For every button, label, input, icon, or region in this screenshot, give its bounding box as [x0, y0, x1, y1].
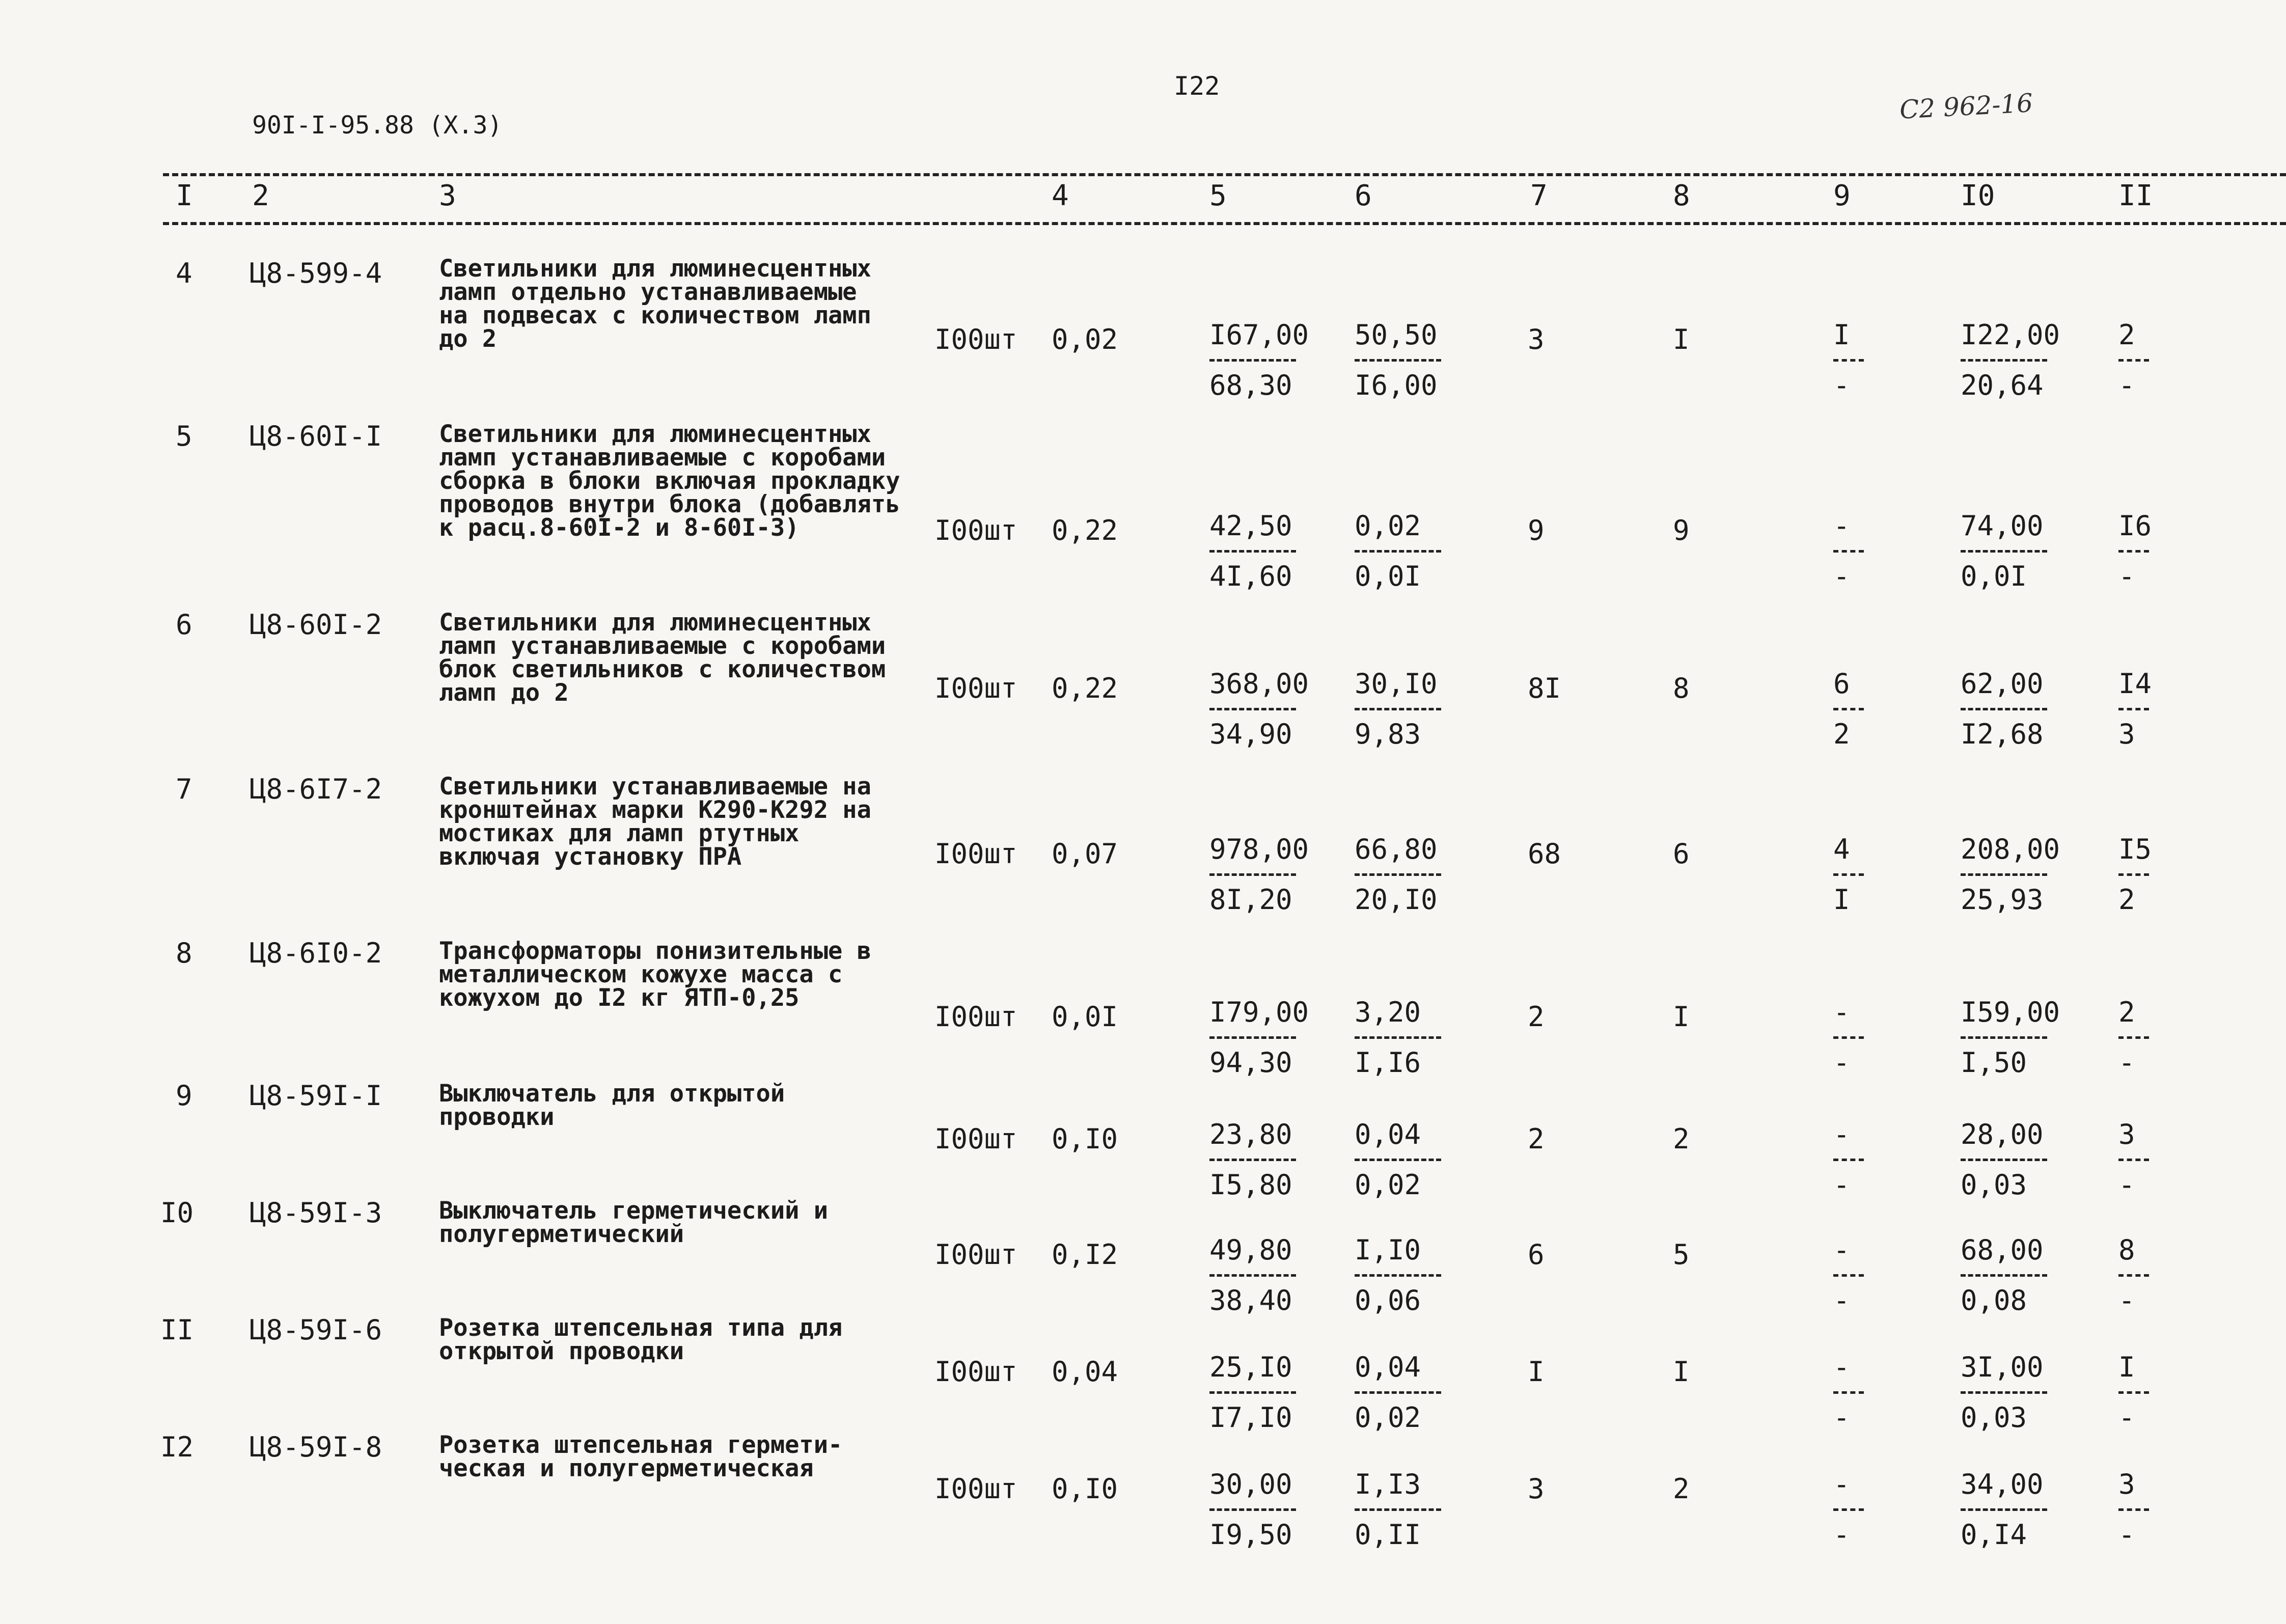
- unit-of-measure: I00шт: [934, 514, 1017, 546]
- col-9-value: [1833, 1228, 1869, 1323]
- unit-of-measure: I00шт: [934, 838, 1017, 870]
- machine-cost-denominator: I,I6: [1355, 1047, 1421, 1079]
- direct-cost-fraction-bar: [1209, 873, 1296, 876]
- rate-code: Ц8-599-4: [250, 257, 382, 289]
- machine-cost-fraction-bar: [1355, 1508, 1441, 1511]
- col-11-value-fraction-bar: [2118, 550, 2149, 553]
- col-11-value-denominator: 3: [2118, 718, 2135, 750]
- total-value: [1961, 504, 2052, 598]
- direct-cost-fraction-bar: [1209, 1274, 1296, 1277]
- col-11-value: [2118, 828, 2154, 922]
- row-number: 8: [176, 937, 192, 969]
- machine-cost-numerator: 30,I0: [1355, 668, 1438, 700]
- total-value-fraction-bar: [1961, 708, 2047, 710]
- rate-code: Ц8-6I7-2: [250, 773, 382, 805]
- archive-stamp: С2 962-16: [1898, 88, 2034, 125]
- machine-cost-fraction-bar: [1355, 708, 1441, 710]
- machine-cost-numerator: 0,04: [1355, 1118, 1421, 1150]
- machine-cost-fraction-bar: [1355, 1159, 1441, 1161]
- total-value-numerator: I22,00: [1961, 319, 2060, 351]
- quantity: 0,I0: [1052, 1473, 1118, 1505]
- rate-code: Ц8-59I-8: [250, 1431, 382, 1463]
- total-value-fraction-bar: [1961, 550, 2047, 553]
- col-8-value: I: [1673, 1001, 1690, 1033]
- machine-cost-numerator: 0,04: [1355, 1351, 1421, 1383]
- direct-cost-denominator: 34,90: [1209, 718, 1292, 750]
- col-7-value: 3: [1528, 1473, 1545, 1505]
- direct-cost-denominator: I7,I0: [1209, 1401, 1292, 1434]
- col-11-value-numerator: I6: [2118, 510, 2152, 542]
- direct-cost: [1209, 504, 1301, 598]
- machine-cost: [1355, 1345, 1446, 1440]
- direct-cost-numerator: 23,80: [1209, 1118, 1292, 1150]
- col-11-value: [2118, 1228, 2154, 1323]
- row-number: 4: [176, 257, 192, 289]
- machine-cost-fraction-bar: [1355, 550, 1441, 553]
- quantity: 0,07: [1052, 838, 1118, 870]
- column-number: 7: [1530, 179, 1548, 212]
- col-9-value-fraction-bar: [1833, 1508, 1864, 1511]
- machine-cost: [1355, 1463, 1446, 1557]
- total-value: [1961, 1463, 2052, 1557]
- col-9-value-numerator: 6: [1833, 668, 1850, 700]
- quantity: 0,0I: [1052, 1001, 1118, 1033]
- total-value: [1961, 1228, 2052, 1323]
- row-number: 9: [176, 1080, 192, 1112]
- col-11-value-fraction-bar: [2118, 359, 2149, 362]
- total-value-denominator: I2,68: [1961, 718, 2044, 750]
- work-description: Светильники для люминесцентных ламп устанавливаемые с коробами сборка в блоки включая прокладку проводов внутри блока (добавлять к расц.8-60I-2 и 8-60I-3): [439, 420, 900, 542]
- col-11-value: [2118, 313, 2154, 407]
- col-11-value: [2118, 1463, 2154, 1557]
- rate-code: Ц8-59I-3: [250, 1197, 382, 1229]
- column-number: 3: [439, 179, 456, 212]
- col-9-value-numerator: 4: [1833, 833, 1850, 865]
- column-number: 4: [1052, 179, 1069, 212]
- total-value: [1961, 1345, 2052, 1440]
- machine-cost-fraction-bar: [1355, 359, 1441, 362]
- work-description: Выключатель герметический и полугерметический: [439, 1197, 829, 1248]
- direct-cost: [1209, 1228, 1301, 1323]
- total-value-fraction-bar: [1961, 873, 2047, 876]
- total-value-denominator: 20,64: [1961, 369, 2044, 401]
- total-value-numerator: 62,00: [1961, 668, 2044, 700]
- col-11-value-denominator: -: [2118, 1519, 2135, 1551]
- col-7-value: 9: [1528, 514, 1545, 546]
- unit-of-measure: I00шт: [934, 1473, 1017, 1505]
- quantity: 0,22: [1052, 514, 1118, 546]
- col-9-value: [1833, 1113, 1869, 1207]
- direct-cost: [1209, 1463, 1301, 1557]
- direct-cost-fraction-bar: [1209, 1391, 1296, 1394]
- col-11-value-denominator: -: [2118, 560, 2135, 592]
- col-9-value: [1833, 313, 1869, 407]
- machine-cost-numerator: 50,50: [1355, 319, 1438, 351]
- machine-cost: [1355, 504, 1446, 598]
- col-9-value: [1833, 662, 1869, 756]
- col-11-value-fraction-bar: [2118, 873, 2149, 876]
- total-value-numerator: 74,00: [1961, 510, 2044, 542]
- machine-cost: [1355, 990, 1446, 1085]
- col-11-value-numerator: 2: [2118, 319, 2135, 351]
- machine-cost-denominator: 0,02: [1355, 1401, 1421, 1434]
- machine-cost-denominator: I6,00: [1355, 369, 1438, 401]
- direct-cost-fraction-bar: [1209, 1159, 1296, 1161]
- col-11-value-fraction-bar: [2118, 1159, 2149, 1161]
- col-11-value: [2118, 504, 2154, 598]
- total-value: [1961, 990, 2060, 1085]
- direct-cost-denominator: 94,30: [1209, 1047, 1292, 1079]
- direct-cost-fraction-bar: [1209, 1508, 1296, 1511]
- total-value-numerator: 3I,00: [1961, 1351, 2044, 1383]
- col-8-value: 9: [1673, 514, 1690, 546]
- total-value: [1961, 662, 2052, 756]
- unit-of-measure: I00шт: [934, 1356, 1017, 1388]
- row-number: 5: [176, 420, 192, 452]
- direct-cost-numerator: 25,I0: [1209, 1351, 1292, 1383]
- col-11-value-denominator: -: [2118, 1401, 2135, 1434]
- col-7-value: 2: [1528, 1001, 1545, 1033]
- col-9-value-fraction-bar: [1833, 1036, 1864, 1039]
- total-value: [1961, 313, 2060, 407]
- machine-cost: [1355, 1113, 1446, 1207]
- col-11-value-numerator: I5: [2118, 833, 2152, 865]
- column-number: 2: [252, 179, 269, 212]
- unit-of-measure: I00шт: [934, 1001, 1017, 1033]
- row-number: I0: [160, 1197, 194, 1229]
- col-11-value-numerator: 8: [2118, 1234, 2135, 1266]
- column-number: 9: [1833, 179, 1851, 212]
- rate-code: Ц8-6I0-2: [250, 937, 382, 969]
- direct-cost: [1209, 1345, 1301, 1440]
- row-number: 6: [176, 609, 192, 641]
- col-9-value-fraction-bar: [1833, 1391, 1864, 1394]
- col-7-value: 3: [1528, 323, 1545, 355]
- col-11-value-numerator: 3: [2118, 1468, 2135, 1500]
- col-11-value-numerator: I: [2118, 1351, 2135, 1383]
- direct-cost: [1209, 1113, 1301, 1207]
- col-9-value: [1833, 990, 1869, 1085]
- direct-cost-denominator: 4I,60: [1209, 560, 1292, 592]
- work-description: Выключатель для открытой проводки: [439, 1080, 785, 1131]
- rate-code: Ц8-60I-I: [250, 420, 382, 452]
- unit-of-measure: I00шт: [934, 1238, 1017, 1271]
- col-9-value-fraction-bar: [1833, 359, 1864, 362]
- unit-of-measure: I00шт: [934, 672, 1017, 704]
- total-value-numerator: 68,00: [1961, 1234, 2044, 1266]
- work-description: Светильники для люминесцентных ламп устанавливаемые с коробами блок светильников с количеством ламп до 2: [439, 609, 886, 707]
- col-11-value-numerator: I4: [2118, 668, 2152, 700]
- direct-cost: [1209, 828, 1309, 922]
- direct-cost-fraction-bar: [1209, 708, 1296, 710]
- machine-cost: [1355, 828, 1446, 922]
- header-rule-bottom: [163, 222, 2286, 225]
- work-description: Трансформаторы понизительные в металлическом кожухе масса с кожухом до I2 кг ЯТП-0,25: [439, 937, 871, 1012]
- rate-code: Ц8-59I-6: [250, 1314, 382, 1346]
- col-9-value-denominator: I: [1833, 884, 1850, 916]
- col-11-value-fraction-bar: [2118, 1036, 2149, 1039]
- total-value-fraction-bar: [1961, 359, 2047, 362]
- col-8-value: 5: [1673, 1238, 1690, 1271]
- quantity: 0,I0: [1052, 1123, 1118, 1155]
- direct-cost: [1209, 662, 1309, 756]
- col-11-value: [2118, 662, 2154, 756]
- col-9-value: [1833, 1463, 1869, 1557]
- machine-cost: [1355, 1228, 1446, 1323]
- col-7-value: 68: [1528, 838, 1561, 870]
- machine-cost-numerator: I,I0: [1355, 1234, 1421, 1266]
- quantity: 0,04: [1052, 1356, 1118, 1388]
- total-value-fraction-bar: [1961, 1508, 2047, 1511]
- header-rule-top: [163, 173, 2286, 176]
- machine-cost-denominator: 0,02: [1355, 1169, 1421, 1201]
- total-value-fraction-bar: [1961, 1036, 2047, 1039]
- row-number: 7: [176, 773, 192, 805]
- machine-cost-denominator: 0,II: [1355, 1519, 1421, 1551]
- machine-cost-fraction-bar: [1355, 1274, 1441, 1277]
- col-9-value-numerator: -: [1833, 1118, 1850, 1150]
- col-9-value-denominator: -: [1833, 1401, 1850, 1434]
- total-value-denominator: 25,93: [1961, 884, 2044, 916]
- direct-cost: [1209, 313, 1309, 407]
- machine-cost: [1355, 662, 1446, 756]
- rate-code: Ц8-60I-2: [250, 609, 382, 641]
- column-number: I: [176, 179, 193, 212]
- direct-cost-fraction-bar: [1209, 359, 1296, 362]
- machine-cost-denominator: 0,0I: [1355, 560, 1421, 592]
- col-9-value-numerator: -: [1833, 1351, 1850, 1383]
- total-value-fraction-bar: [1961, 1159, 2047, 1161]
- machine-cost-numerator: 66,80: [1355, 833, 1438, 865]
- col-9-value-numerator: -: [1833, 510, 1850, 542]
- total-value-fraction-bar: [1961, 1274, 2047, 1277]
- col-11-value-numerator: 3: [2118, 1118, 2135, 1150]
- col-11-value-denominator: -: [2118, 1047, 2135, 1079]
- col-8-value: 2: [1673, 1473, 1690, 1505]
- col-9-value-denominator: -: [1833, 1284, 1850, 1316]
- direct-cost-denominator: 68,30: [1209, 369, 1292, 401]
- col-11-value: [2118, 990, 2154, 1085]
- direct-cost-numerator: I67,00: [1209, 319, 1309, 351]
- machine-cost-denominator: 9,83: [1355, 718, 1421, 750]
- col-9-value-fraction-bar: [1833, 873, 1864, 876]
- row-number: I2: [160, 1431, 194, 1463]
- direct-cost: [1209, 990, 1309, 1085]
- col-9-value-numerator: I: [1833, 319, 1850, 351]
- col-9-value-fraction-bar: [1833, 1274, 1864, 1277]
- col-9-value-denominator: -: [1833, 1047, 1850, 1079]
- direct-cost-numerator: 42,50: [1209, 510, 1292, 542]
- direct-cost-denominator: I9,50: [1209, 1519, 1292, 1551]
- col-11-value-denominator: -: [2118, 369, 2135, 401]
- total-value-numerator: 34,00: [1961, 1468, 2044, 1500]
- col-8-value: I: [1673, 1356, 1690, 1388]
- row-number: II: [160, 1314, 194, 1346]
- col-7-value: I: [1528, 1356, 1545, 1388]
- column-number: I0: [1961, 179, 1995, 212]
- machine-cost: [1355, 313, 1446, 407]
- col-11-value-fraction-bar: [2118, 1274, 2149, 1277]
- work-description: Розетка штепсельная типа для открытой проводки: [439, 1314, 843, 1365]
- direct-cost-denominator: 38,40: [1209, 1284, 1292, 1316]
- rate-code: Ц8-59I-I: [250, 1080, 382, 1112]
- direct-cost-fraction-bar: [1209, 1036, 1296, 1039]
- col-11-value-fraction-bar: [2118, 1391, 2149, 1394]
- quantity: 0,22: [1052, 672, 1118, 704]
- direct-cost-numerator: 368,00: [1209, 668, 1309, 700]
- column-number: 6: [1355, 179, 1372, 212]
- machine-cost-fraction-bar: [1355, 1036, 1441, 1039]
- machine-cost-fraction-bar: [1355, 873, 1441, 876]
- column-number: II: [2118, 179, 2153, 212]
- machine-cost-fraction-bar: [1355, 1391, 1441, 1394]
- machine-cost-denominator: 20,I0: [1355, 884, 1438, 916]
- total-value-denominator: 0,03: [1961, 1401, 2027, 1434]
- col-8-value: 8: [1673, 672, 1690, 704]
- total-value-denominator: 0,I4: [1961, 1519, 2027, 1551]
- total-value: [1961, 828, 2060, 922]
- total-value-numerator: 28,00: [1961, 1118, 2044, 1150]
- machine-cost-numerator: I,I3: [1355, 1468, 1421, 1500]
- unit-of-measure: I00шт: [934, 323, 1017, 355]
- column-number: 5: [1209, 179, 1227, 212]
- machine-cost-numerator: 0,02: [1355, 510, 1421, 542]
- col-7-value: 2: [1528, 1123, 1545, 1155]
- total-value-denominator: 0,08: [1961, 1284, 2027, 1316]
- col-11-value-denominator: -: [2118, 1169, 2135, 1201]
- work-description: Светильники для люминесцентных ламп отдельно устанавливаемые на подвесах с количеством ламп до 2: [439, 255, 871, 353]
- total-value-denominator: 0,03: [1961, 1169, 2027, 1201]
- page-number: I22: [1174, 71, 1220, 101]
- direct-cost-numerator: 978,00: [1209, 833, 1309, 865]
- col-11-value-numerator: 2: [2118, 996, 2135, 1028]
- col-9-value-denominator: -: [1833, 560, 1850, 592]
- col-11-value: [2118, 1113, 2154, 1207]
- quantity: 0,02: [1052, 323, 1118, 355]
- direct-cost-denominator: 8I,20: [1209, 884, 1292, 916]
- direct-cost-denominator: I5,80: [1209, 1169, 1292, 1201]
- col-11-value-denominator: -: [2118, 1284, 2135, 1316]
- direct-cost-numerator: 30,00: [1209, 1468, 1292, 1500]
- col-9-value-fraction-bar: [1833, 550, 1864, 553]
- machine-cost-denominator: 0,06: [1355, 1284, 1421, 1316]
- col-8-value: 2: [1673, 1123, 1690, 1155]
- col-11-value: [2118, 1345, 2154, 1440]
- col-9-value-numerator: -: [1833, 1468, 1850, 1500]
- work-description: Светильники устанавливаемые на кронштейнах марки К290-К292 на мостиках для ламп ртутных включая установку ПРА: [439, 773, 871, 871]
- col-8-value: 6: [1673, 838, 1690, 870]
- unit-of-measure: I00шт: [934, 1123, 1017, 1155]
- col-8-value: I: [1673, 323, 1690, 355]
- machine-cost-numerator: 3,20: [1355, 996, 1421, 1028]
- column-number: 8: [1673, 179, 1690, 212]
- total-value-numerator: I59,00: [1961, 996, 2060, 1028]
- total-value: [1961, 1113, 2052, 1207]
- total-value-denominator: I,50: [1961, 1047, 2027, 1079]
- col-11-value-denominator: 2: [2118, 884, 2135, 916]
- col-9-value: [1833, 1345, 1869, 1440]
- col-9-value-denominator: 2: [1833, 718, 1850, 750]
- col-9-value-numerator: -: [1833, 1234, 1850, 1266]
- col-9-value-fraction-bar: [1833, 1159, 1864, 1161]
- col-7-value: 8I: [1528, 672, 1561, 704]
- quantity: 0,I2: [1052, 1238, 1118, 1271]
- col-9-value: [1833, 828, 1869, 922]
- col-9-value-denominator: -: [1833, 369, 1850, 401]
- direct-cost-numerator: 49,80: [1209, 1234, 1292, 1266]
- col-11-value-fraction-bar: [2118, 708, 2149, 710]
- col-9-value: [1833, 504, 1869, 598]
- work-description: Розетка штепсельная гермети- ческая и полугерметическая: [439, 1431, 843, 1482]
- total-value-numerator: 208,00: [1961, 833, 2060, 865]
- direct-cost-fraction-bar: [1209, 550, 1296, 553]
- col-7-value: 6: [1528, 1238, 1545, 1271]
- col-11-value-fraction-bar: [2118, 1508, 2149, 1511]
- col-9-value-denominator: -: [1833, 1519, 1850, 1551]
- col-9-value-fraction-bar: [1833, 708, 1864, 710]
- total-value-denominator: 0,0I: [1961, 560, 2027, 592]
- document-code: 90I-I-95.88 (X.3): [252, 111, 503, 140]
- col-9-value-denominator: -: [1833, 1169, 1850, 1201]
- direct-cost-numerator: I79,00: [1209, 996, 1309, 1028]
- col-9-value-numerator: -: [1833, 996, 1850, 1028]
- total-value-fraction-bar: [1961, 1391, 2047, 1394]
